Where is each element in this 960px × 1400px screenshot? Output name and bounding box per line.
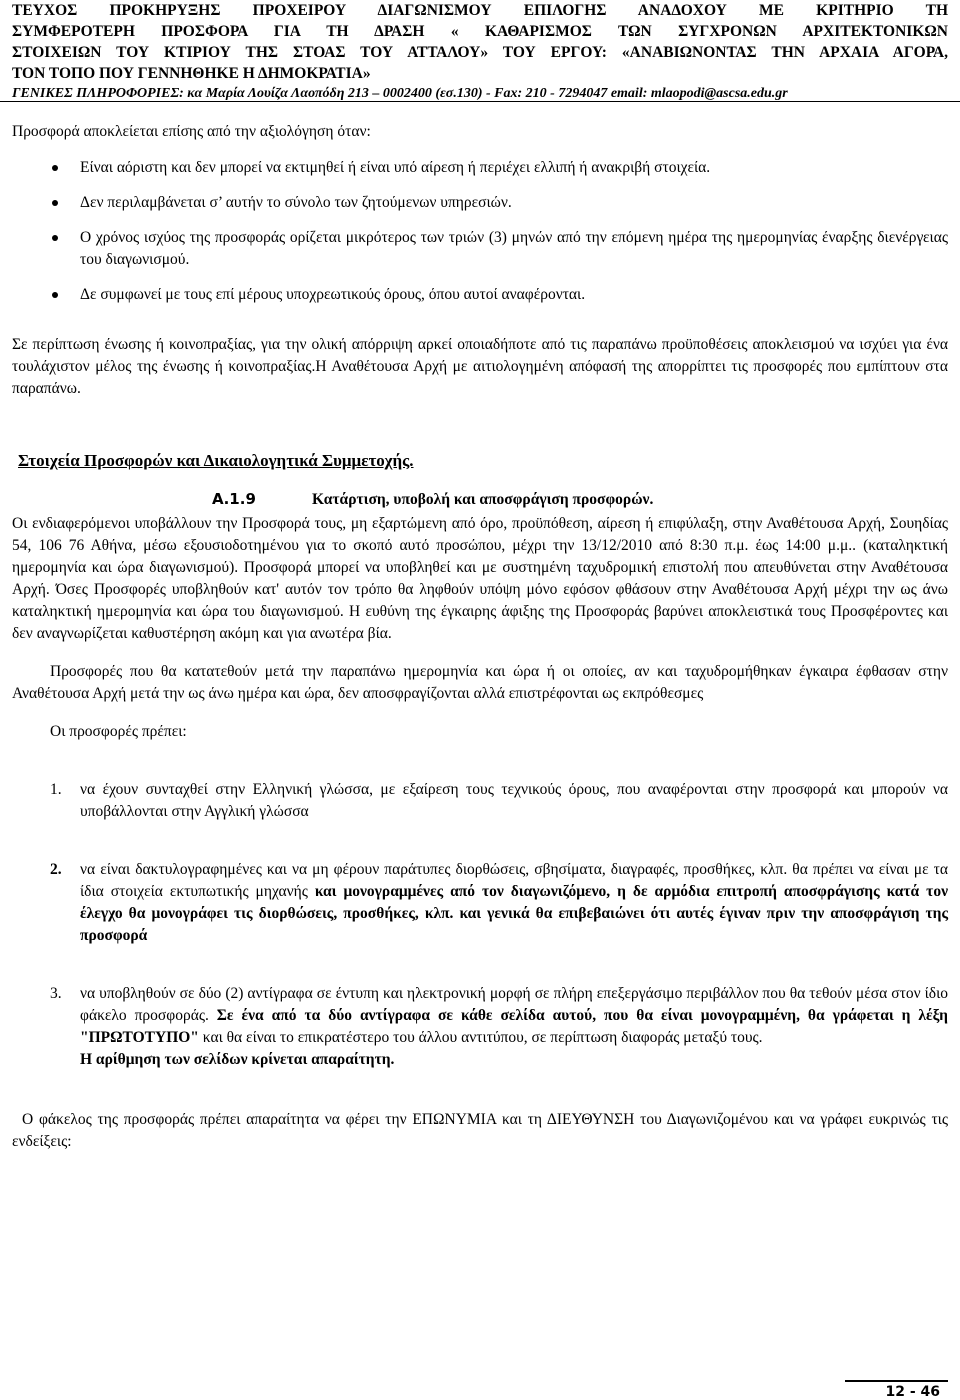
header-contact-info: ΓΕΝΙΚΕΣ ΠΛΗΡΟΦΟΡΙΕΣ: κα Μαρία Λουίζα Λαοπόδη 213 – 0002400 (εσ.130) - Fax: 210 - 7294047 email: mlaopodi@ascsa.edu.gr (12, 86, 788, 101)
header-divider (0, 101, 960, 102)
list-item (12, 779, 948, 823)
section-title: Στοιχεία Προσφορών και Δικαιολογητικά Συμμετοχής. (18, 451, 414, 470)
bullet-icon (52, 200, 58, 206)
subsection-title: Κατάρτιση, υποβολή και αποσφράγιση προσφορών. (312, 491, 654, 508)
header-title-line-4: ΤΟΝ ΤΟΠΟ ΠΟΥ ΓΕΝΝΗΘΗΚΕ Η ΔΗΜΟΚΡΑΤΙΑ» (12, 65, 371, 82)
list-item-bold-text: Σε ένα από τα δύο αντίγραφα σε κάθε σελίδα αυτού, που θα είναι μονογραμμένη, θα γράφεται η λέξη "ΠΡΩΤΟΤΥΠΟ" (80, 1007, 948, 1046)
bullet-icon (52, 235, 58, 241)
header-title-line-1: ΤΕΥΧΟΣ ΠΡΟΚΗΡΥΞΗΣ ΠΡΟΧΕΙΡΟΥ ΔΙΑΓΩΝΙΣΜΟΥ ΕΠΙΛΟΓΗΣ ΑΝΑΔΟΧΟΥ ΜΕ ΚΡΙΤΗΡΙΟ ΤΗ (12, 2, 948, 19)
bullet-icon (52, 165, 58, 171)
header-title-line-2: ΣΥΜΦΕΡΟΤΕΡΗ ΠΡΟΣΦΟΡΑ ΓΙΑ ΤΗ ΔΡΑΣΗ « ΚΑΘΑΡΙΣΜΟΣ ΤΩΝ ΣΥΓΧΡΟΝΩΝ ΑΡΧΙΤΕΚΤΟΝΙΚΩΝ (12, 23, 948, 40)
submission-paragraph: Οι ενδιαφερόμενοι υποβάλλουν την Προσφορά τους, μη εξαρτώμενη από όρο, προϋπόθεση, αίρεση ή επιφύλαξη, στην Αναθέτουσα Αρχή, Σουηδίας 54, 106 76 Αθήνα, μέσω εξουσιοδοτημένου για το σκοπό αυτό προσώπου, μέχρι την 13/12/2010 από 8:30 π.μ. έως 14:00 μ.μ.. (καταληκτική ημερομηνία και ώρα διαγωνισμού). Προσφορά μπορεί να υποβληθεί και με συστημένη ταχυδρομική επιστολή που απευθύνεται στην Αναθέτουσα Αρχή. Όσες Προσφορές υποβληθούν κατ' αυτόν τον τρόπο θα ληφθούν υπόψη μόνο εφόσον φθάσουν στην Αναθέτουσα Αρχή μέχρι την ως άνω καταληκτική ημερομηνία και ώρα του διαγωνισμού. Η ευθύνη της έγκαιρης άφιξης της Προσφοράς βαρύνει αποκλειστικά τους Προσφέροντες και δεν αναγνωρίζεται καθυστέρηση ακόμη και για ανωτέρα βία. (12, 515, 948, 642)
list-item (12, 859, 948, 947)
list-item-text: να υποβληθούν σε δύο (2) αντίγραφα σε έντυπη και ηλεκτρονική μορφή σε πλήρη επεξεργάσιμο περιβάλλον που θα τεθούν μέσα στον ίδιο φάκελο προσφοράς. (80, 985, 948, 1024)
exclusion-list (12, 157, 948, 306)
list-item-text: Είναι αόριστη και δεν μπορεί να εκτιμηθεί ή είναι υπό αίρεση ή περιέχει ελλιπή ή ανακριβή στοιχεία. (80, 159, 711, 176)
list-item-text: να έχουν συνταχθεί στην Ελληνική γλώσσα, με εξαίρεση τους τεχνικούς όρους, που αναφέρονται στην προσφορά και μπορούν να υποβάλλονται στην Αγγλική γλώσσα (80, 781, 948, 820)
list-item-text: Δε συμφωνεί με τους επί μέρους υποχρεωτικούς όρους, όπου αυτοί αναφέρονται. (80, 286, 586, 303)
requirements-intro: Οι προσφορές πρέπει: (50, 723, 187, 740)
list-item (12, 983, 948, 1071)
header-title-line-3: ΣΤΟΙΧΕΙΩΝ ΤΟΥ ΚΤΙΡΙΟΥ ΤΗΣ ΣΤΟΑΣ ΤΟΥ ΑΤΤΑΛΟΥ» ΤΟΥ ΕΡΓΟΥ: «ΑΝΑΒΙΩΝΟΝΤΑΣ ΤΗΝ ΑΡΧΑΙΑ ΑΓΟΡΑ, (12, 44, 948, 61)
list-item-number: 3. (50, 985, 62, 1002)
list-item-text: να είναι δακτυλογραφημένες και να μη φέρουν παράτυπες διορθώσεις, σβησίματα, διαγραφές, προσθήκες, κλπ. θα πρέπει να είναι με τα ίδια στοιχεία εκτυπωτικής μηχανής (80, 861, 948, 900)
list-item-tail-text: και θα είναι το επικρατέστερο του άλλου αντιτύπου, σε περίπτωση διαφοράς μεταξύ τους. (198, 1029, 763, 1046)
list-item-number: 1. (50, 781, 62, 798)
late-offers-paragraph: Προσφορές που θα κατατεθούν μετά την παραπάνω ημερομηνία και ώρα ή οι οποίες, αν και ταχυδρομήθηκαν έγκαιρα έφθασαν στην Αναθέτουσα Αρχή μετά την ως άνω ημέρα και ώρα, δεν αποσφραγίζονται αλλά επιστρέφονται ως εκπρόθεσμες (12, 663, 948, 702)
subsection-heading (12, 488, 948, 511)
union-paragraph: Σε περίπτωση ένωσης ή κοινοπραξίας, για την ολική απόρριψη αρκεί οποιαδήποτε από τις παραπάνω προϋποθέσεις αποκλεισμού να ισχύει για ένα τουλάχιστον μέλος της ένωσης ή κοινοπραξίας.Η Αναθέτουσα Αρχή με αιτιολογημένη απόφασή της απορρίπτει τις προσφορές που εμπίπτουν στα παραπάνω. (12, 336, 948, 397)
subsection-number: Α.1.9 (212, 490, 256, 508)
list-item-text: Δεν περιλαμβάνεται σ’ αυτήν το σύνολο των ζητούμενων υπηρεσιών. (80, 194, 512, 211)
bullet-icon (52, 292, 58, 298)
list-item (12, 284, 948, 306)
pagination-note: Η αρίθμηση των σελίδων κρίνεται απαραίτητη. (80, 1051, 395, 1068)
exclusion-intro: Προσφορά αποκλείεται επίσης από την αξιολόγηση όταν: (12, 123, 371, 140)
list-item-bold-text: και μονογραμμένες από τον διαγωνιζόμενο, η δε αρμόδια επιτροπή αποσφράγισης κατά τον έλεγχο θα μονογράφει τις διορθώσεις, προσθήκες, κλπ. και γενικά θα επιβεβαιώνει ότι αυτές έγιναν πριν την αποσφράγιση της προσφορά (80, 883, 948, 944)
document-header (12, 0, 948, 104)
list-item (12, 157, 948, 179)
document-body (12, 121, 948, 1153)
list-item (12, 192, 948, 214)
requirements-list (12, 779, 948, 1071)
list-item-number: 2. (50, 861, 62, 878)
envelope-paragraph: Ο φάκελος της προσφοράς πρέπει απαραίτητα να φέρει την ΕΠΩΝΥΜΙΑ και τη ΔΙΕΥΘΥΝΣΗ του Διαγωνιζομένου και να γράφει ευκρινώς τις ενδείξεις: (12, 1111, 948, 1150)
list-item-text: Ο χρόνος ισχύος της προσφοράς ορίζεται μικρότερος των τριών (3) μηνών από την επόμενη ημέρα της ημερομηνίας έναρξης διενέργειας του διαγωνισμού. (80, 229, 948, 268)
list-item (12, 227, 948, 271)
page-number: 12 - 46 (845, 1380, 948, 1400)
